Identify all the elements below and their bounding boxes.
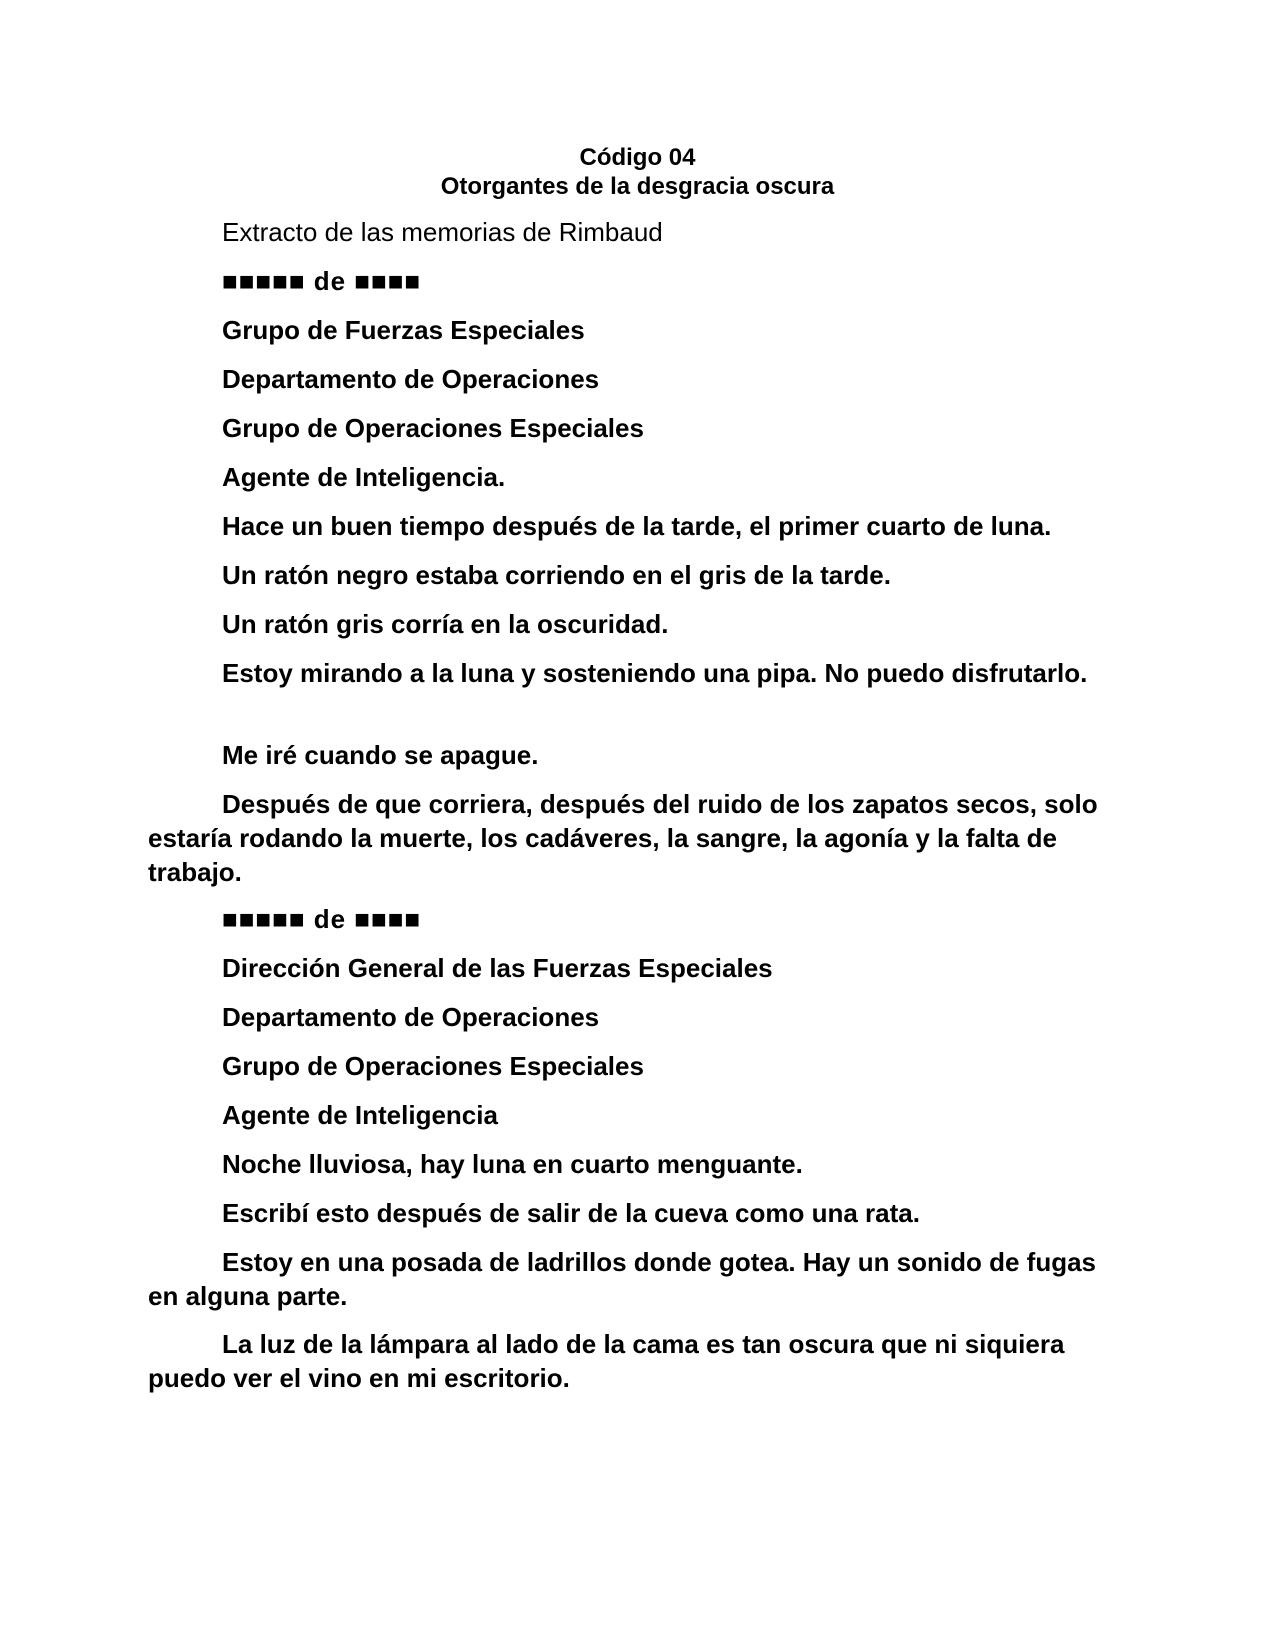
document-subtitle: Otorgantes de la desgracia oscura xyxy=(440,173,835,200)
document-title: Código 04 xyxy=(579,144,696,171)
paragraph-19: La luz de la lámpara al lado de la cama es tan oscura que ni siquiera puedo ver el vino en mi escritorio. xyxy=(148,1329,1065,1393)
paragraph-1: Grupo de Fuerzas Especiales xyxy=(222,315,585,345)
redacted-heading-2: ■■■■■ de ■■■■ xyxy=(222,904,422,934)
paragraph-4: Agente de Inteligencia. xyxy=(222,462,506,492)
intro-paragraph: Extracto de las memorias de Rimbaud xyxy=(222,217,663,247)
paragraph-13: Departamento de Operaciones xyxy=(222,1002,600,1032)
paragraph-16: Noche lluviosa, hay luna en cuarto menguante. xyxy=(222,1149,803,1179)
paragraph-5: Hace un buen tiempo después de la tarde, el primer cuarto de luna. xyxy=(222,511,1052,541)
redacted-heading-1: ■■■■■ de ■■■■ xyxy=(222,266,422,296)
paragraph-9: Me iré cuando se apague. xyxy=(222,740,539,770)
paragraph-6: Un ratón negro estaba corriendo en el gris de la tarde. xyxy=(222,560,891,590)
paragraph-2: Departamento de Operaciones xyxy=(222,364,600,394)
paragraph-10: Después de que corriera, después del ruido de los zapatos secos, solo estaría rodando la muerte, los cadáveres, la sangre, la agonía y la falta de trabajo. xyxy=(148,789,1098,887)
paragraph-17: Escribí esto después de salir de la cueva como una rata. xyxy=(222,1198,920,1228)
paragraph-12: Dirección General de las Fuerzas Especiales xyxy=(222,953,773,983)
paragraph-15: Agente de Inteligencia xyxy=(222,1100,498,1130)
paragraph-18: Estoy en una posada de ladrillos donde gotea. Hay un sonido de fugas en alguna parte. xyxy=(148,1247,1097,1311)
paragraph-14: Grupo de Operaciones Especiales xyxy=(222,1051,644,1081)
paragraph-3: Grupo de Operaciones Especiales xyxy=(222,413,644,443)
paragraph-8: Estoy mirando a la luna y sosteniendo una pipa. No puedo disfrutarlo. xyxy=(222,658,1088,688)
paragraph-7: Un ratón gris corría en la oscuridad. xyxy=(222,609,669,639)
